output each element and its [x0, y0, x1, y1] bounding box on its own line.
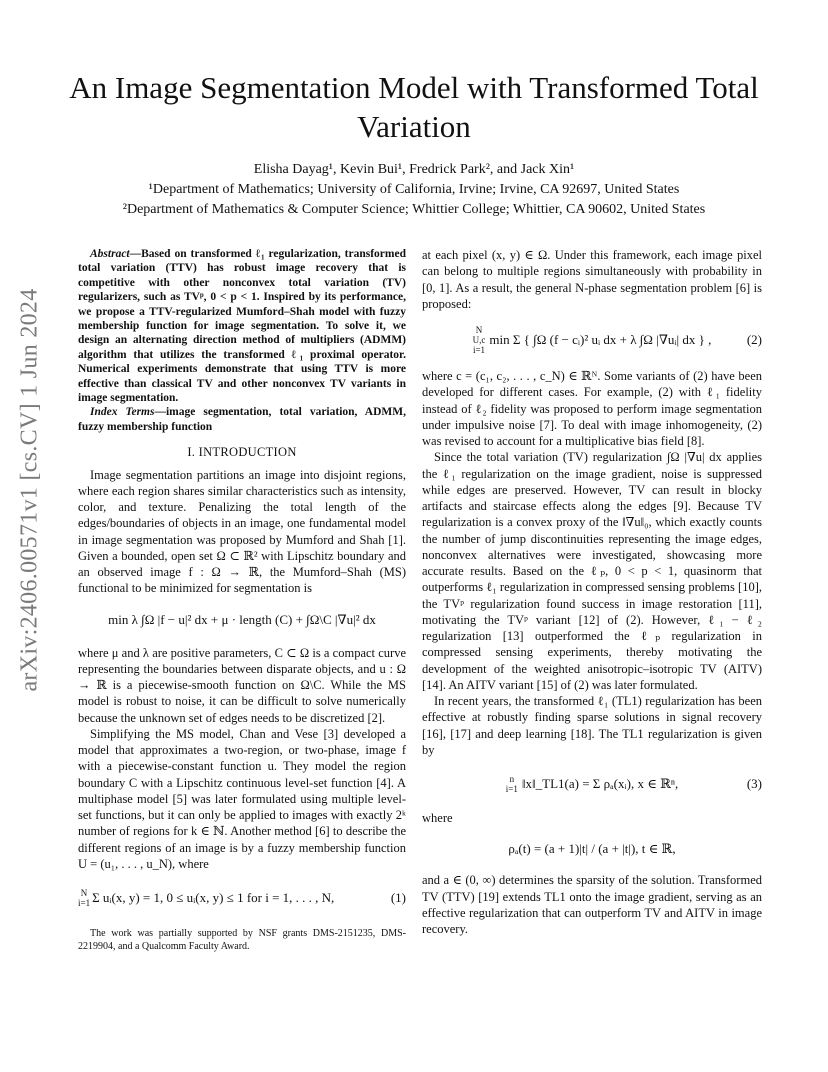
intro-paragraph-3: Simplifying the MS model, Chan and Vese [3] developed a model that approximates a two-region, or two-phase, image f with a piecewise-constant function u. They model the region boundary C with a Lipschitz continuous level-set function [4]. A multiphase model [5] was later formulated using multiple level-set functions, but it can only be applied to images with exactly 2ᵏ number of regions for k ∈ ℕ. Another method [6] to describe the different regions of an image is by a fuzzy membership function U = (u₁, . . . , u_N), where	[78, 726, 406, 871]
right-paragraph-1: at each pixel (x, y) ∈ Ω. Under this framework, each image pixel can belong to multiple regions simultaneously with probability in [0, 1]. As a result, the general N-phase segmentation problem [6] is proposed:	[422, 248, 762, 311]
eq1-lower-limit: i=1	[78, 898, 91, 909]
section-heading-introduction: I. INTRODUCTION	[187, 445, 297, 460]
affiliation-2: ²Department of Mathematics & Computer Science; Whittier College; Whittier, CA 90602, United States	[122, 202, 706, 217]
paper-title: An Image Segmentation Model with Transformed Total Variation	[69, 70, 759, 144]
equation-1-number: (1)	[390, 889, 406, 905]
right-paragraph-5: and a ∈ (0, ∞) determines the sparsity of the solution. Transformed TV (TTV) [19] extends TL1 onto the image gradient, serving as an effective regularization that can outperform TV and AITV in image recovery.	[422, 873, 762, 936]
intro-paragraph-2: where μ and λ are positive parameters, C ⊂ Ω is a compact curve representing the boundaries between disparate objects, and u : Ω → ℝ is a piecewise-smooth function on Ω\C. While the MS model is robust to noise, it can be difficult to solve numerically because the unknown set of edges needs to be discretized [2].	[78, 645, 406, 725]
right-column	[422, 247, 762, 937]
equation-1-text: Σ uᵢ(x, y) = 1, 0 ≤ uᵢ(x, y) ≤ 1 for i = 1, . . . , N,	[92, 889, 335, 905]
index-terms-label: Index Terms	[90, 406, 155, 419]
equation-2-sum-limits	[473, 325, 486, 355]
right-paragraph-3: Since the total variation (TV) regularization ∫Ω |∇u| dx applies the ℓ₁ regularization on the image gradient, noise is suppressed while edges are preserved. However, TV can result in blocky artifacts and staircase effects along the edges [9]. Because TV regularization is a convex proxy of the ‖∇u‖₀, which exactly counts the number of jump discontinuities representing the image edges, nonconvex alternatives were investigated, showcasing more accurate results. Based on the ℓₚ, 0 < p < 1, quasinorm that outperforms ℓ₁ regularization in compressed sensing problems [10], the TVᵖ regularization found success in image restoration [11], motivating the TVᵖ variant [12] of (2). However, ℓ₁ − ℓ₂ regularization [13] outperformed the ℓₚ regularization in compressed sensing experiments, thereby motivating the development of the weighted anisotropic–isotropic TV (AITV) [14]. An AITV variant [15] of (2) was later formulated.	[422, 450, 762, 692]
equation-4	[422, 832, 762, 866]
eq2-upper-limit: N	[475, 325, 483, 335]
equation-1-sum-limits	[78, 888, 90, 908]
equation-3-text: ‖x‖_TL1(a) = Σ ρₐ(xᵢ), x ∈ ℝⁿ,	[521, 775, 679, 791]
affiliation-1: ¹Department of Mathematics; University of California, Irvine; Irvine, CA 92697, United States	[148, 182, 680, 197]
abstract-text: —Based on transformed ℓ₁ regularization, transformed total variation (TTV) has robust image recovery that is competitive with other nonconvex total variation (TV) regularizers, such as TVᵖ, 0 < p < 1. Inspired by its performance, we propose a TTV-regularized Mumford–Shah model with fuzzy membership function for image segmentation. To solve it, we design an alternating direction method of multipliers (ADMM) algorithm that utilizes the transformed ℓ₁ proximal operator. Numerical experiments demonstrate that using TTV is more effective than classical TV and other nonconvex TV variants in image segmentation.	[78, 248, 406, 405]
equation-3-sum-limits	[506, 774, 518, 794]
right-paragraph-2: where c = (c₁, c₂, . . . , c_N) ∈ ℝᴺ. Some variants of (2) have been developed for different cases. For example, (2) with ℓ₁ fidelity instead of ℓ₂ fidelity was proposed to perform image segmentation under impulsive noise [7]. To deal with image inhomogeneity, (2) was revised to account for a multiplicative bias field [8].	[422, 369, 762, 448]
right-paragraph-4: In recent years, the transformed ℓ₁ (TL1) regularization has been effective at robustly finding sparse solutions in signal recovery [16], [17] and deep learning [18]. The TL1 regularization is given by	[422, 694, 762, 757]
index-terms-text: —image segmentation, total variation, ADMM, fuzzy membership function	[78, 406, 407, 433]
index-terms	[78, 405, 406, 434]
equation-2-number: (2)	[746, 331, 762, 347]
abstract-label: Abstract	[90, 248, 130, 260]
equation-4-text: ρₐ(t) = (a + 1)|t| / (a + |t|), t ∈ ℝ,	[508, 841, 676, 857]
equation-3	[422, 764, 762, 804]
eq1-upper-limit: N	[80, 888, 88, 899]
abstract	[78, 247, 406, 405]
equation-2	[422, 318, 762, 362]
eq3-upper-limit: n	[509, 774, 515, 784]
equation-3-number: (3)	[746, 775, 762, 791]
eq2-minimizer-vars: U,c	[472, 335, 486, 345]
equation-ms-text: min λ ∫Ω |f − u|² dx + μ · length (C) + ∫Ω\C |∇u|² dx	[108, 612, 376, 628]
eq3-lower-limit: i=1	[505, 784, 518, 794]
funding-footnote: The work was partially supported by NSF grants DMS-2151235, DMS-2219904, and a Qualcomm Faculty Award.	[78, 928, 406, 952]
equation-mumford-shah	[78, 603, 406, 639]
left-column	[78, 247, 406, 953]
equation-1	[78, 878, 406, 918]
intro-paragraph-1: Image segmentation partitions an image into disjoint regions, where each region shares similar characteristics such as intensity, color, and texture. Penalizing the total length of the edges/boundaries of objects in an image, one fundamental model in image segmentation was proposed by Mumford and Shah [1]. Given a bounded, open set Ω ⊂ ℝ² with Lipschitz boundary and an observed image f : Ω → ℝ, the Mumford–Shah (MS) functional to be minimized for segmentation is	[78, 467, 406, 596]
eq2-lower-limit: i=1	[472, 345, 486, 355]
arxiv-identifier	[8, 288, 52, 692]
equation-2-text: min Σ { ∫Ω (f − cᵢ)² uᵢ dx + λ ∫Ω |∇uᵢ| dx } ,	[489, 331, 712, 347]
arxiv-id-text: arXiv:2406.00571v1 [cs.CV] 1 Jun 2024	[16, 288, 43, 692]
where-label: where	[422, 811, 453, 825]
author-list: Elisha Dayag¹, Kevin Bui¹, Fredrick Park², and Jack Xin¹	[253, 162, 575, 177]
